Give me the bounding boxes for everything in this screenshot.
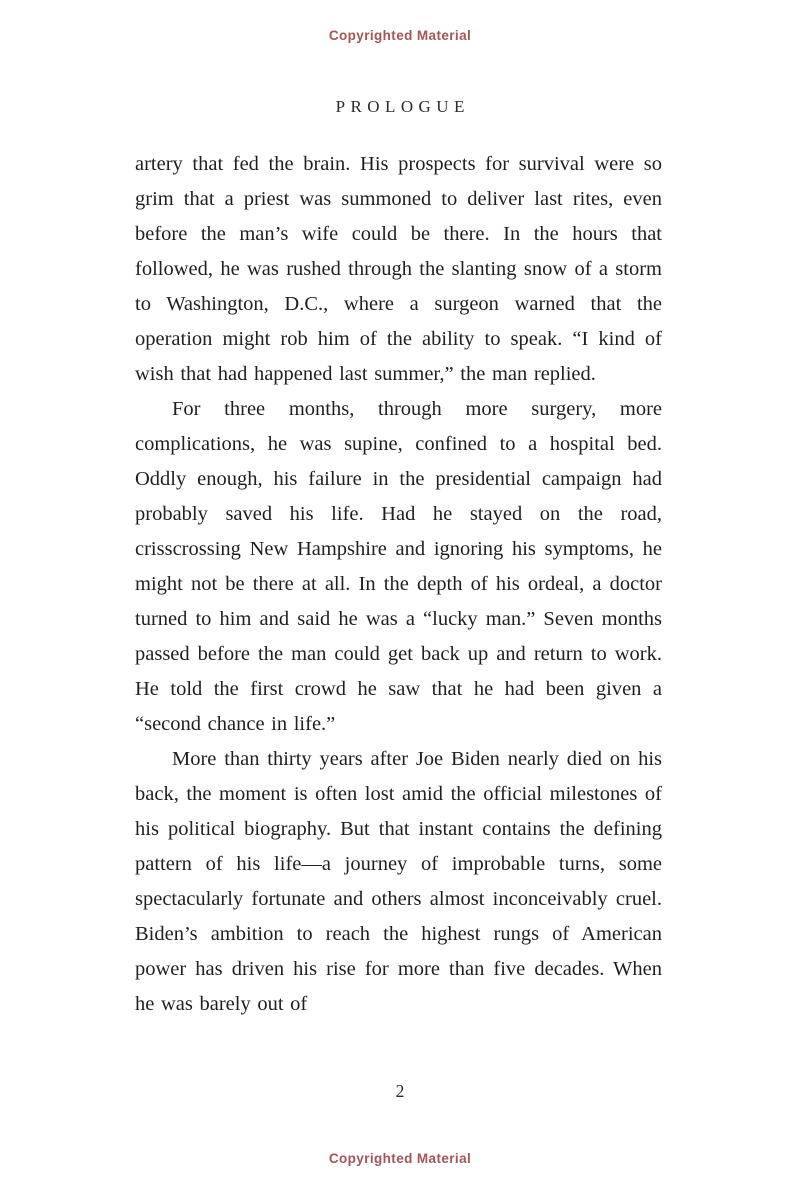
page-number: 2 xyxy=(395,1081,405,1101)
body-paragraph: More than thirty years after Joe Biden nearly died on his back, the moment is often lost amid the official milestones of his political biography. But that instant contains the defining pattern of his life—a journey of improbable turns, some spectacularly fortunate and others almost inconceivably cruel. Biden’s ambition to reach the highest rungs of American power has driven his rise for more than five decades. When he was barely out of xyxy=(135,748,662,1015)
body-paragraph: For three months, through more surgery, more complications, he was supine, confined to a hospital bed. Oddly enough, his failure in the presidential campaign had probably saved his life. Had he stayed on the road, crisscrossing New Hampshire and ignoring his symptoms, he might not be there at all. In the depth of his ordeal, a doctor turned to him and said he was a “lucky man.” Seven months passed before the man could get back up and return to work. He told the first crowd he saw that he had been given a “second chance in life.” xyxy=(135,398,662,735)
copyright-notice-top: Copyrighted Material xyxy=(328,28,472,43)
body-paragraph: artery that fed the brain. His prospects for survival were so grim that a priest was summoned to deliver last rites, even before the man’s wife could be there. In the hours that followed, he was rushed through the slanting snow of a storm to Washington, D.C., where a surgeon warned that the operation might rob him of the ability to speak. “I kind of wish that had happened last summer,” the man replied. xyxy=(135,153,662,385)
body-text-block xyxy=(135,147,662,1022)
copyright-notice-bottom: Copyrighted Material xyxy=(328,1151,472,1166)
chapter-heading: PROLOGUE xyxy=(335,97,470,116)
